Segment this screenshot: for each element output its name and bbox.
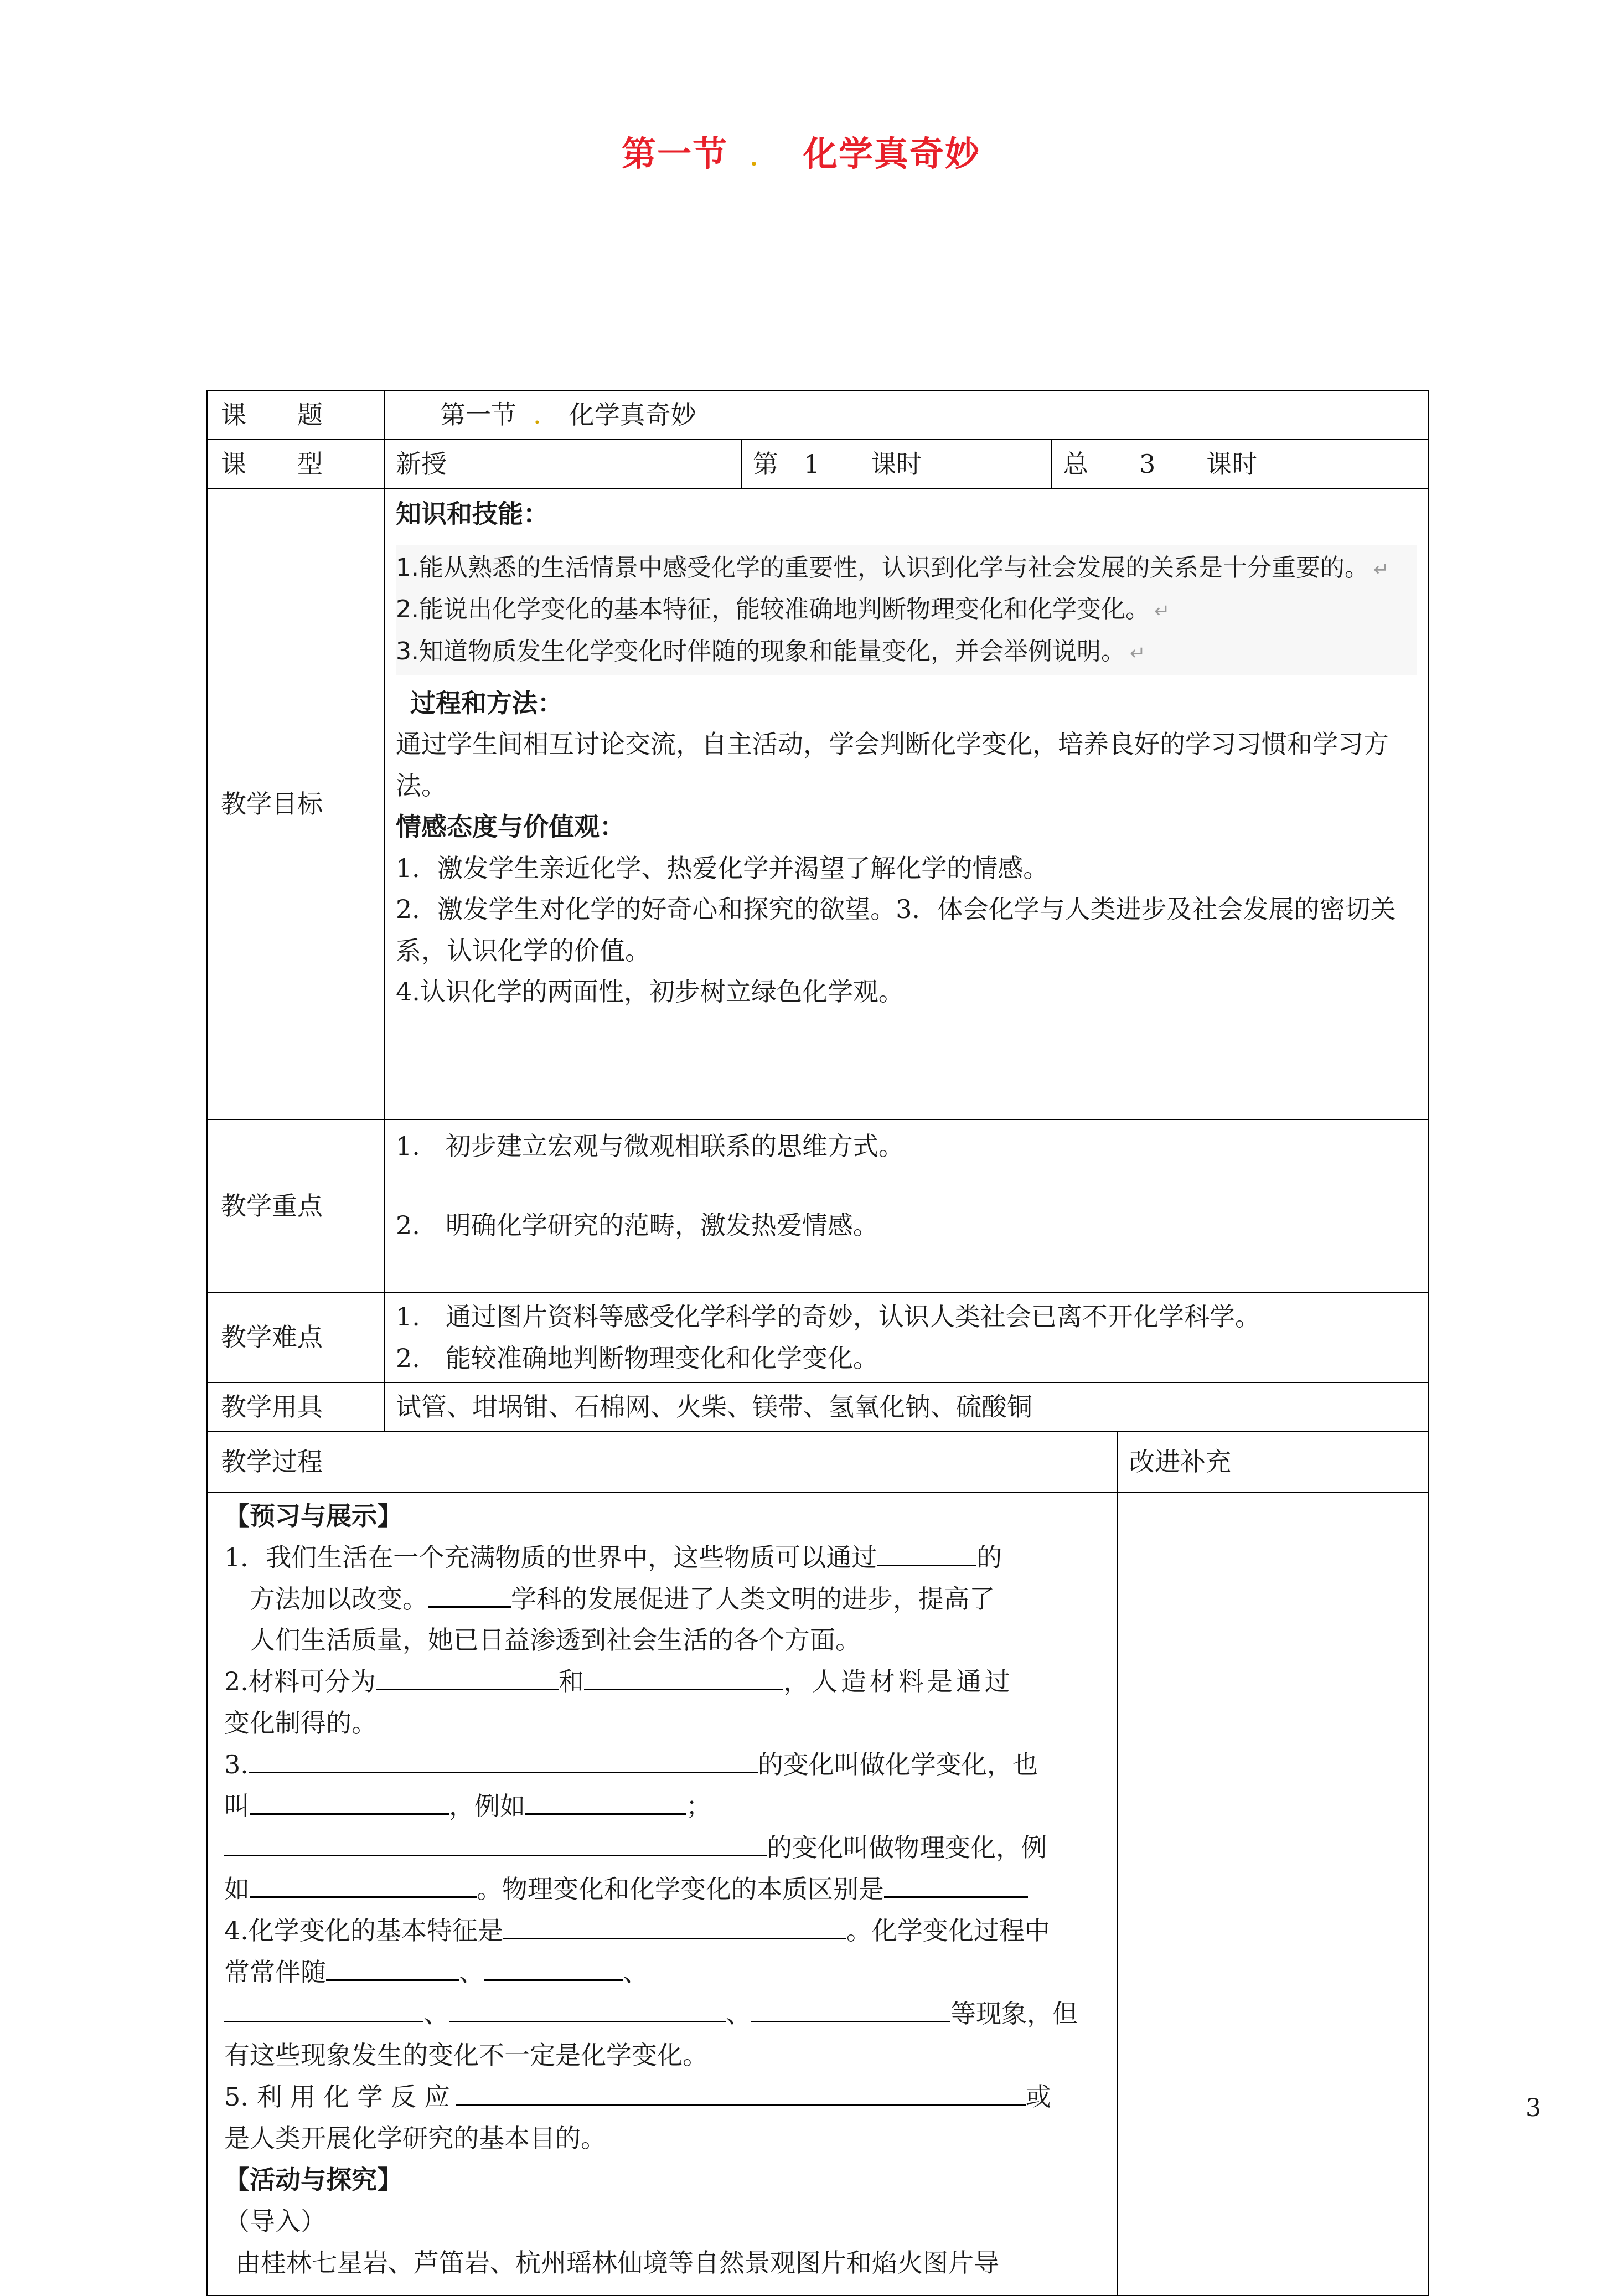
blank[interactable] <box>326 1954 459 1981</box>
tools-value: 试管、坩埚钳、石棉网、火柴、镁带、氢氧化钠、硫酸铜 <box>384 1382 1428 1432</box>
blank[interactable] <box>877 1539 976 1566</box>
attitude-item-3: 4.认识化学的两面性，初步树立绿色化学观。 <box>396 977 904 1007</box>
question-3-line4: 如 。物理变化和化学变化的本质区别是 <box>224 1869 1109 1910</box>
difficulty-1: 1. 通过图片资料等感受化学科学的奇妙，认识人类社会已离不开化学科学。 <box>396 1302 1260 1332</box>
question-4-line3: 、 、 等现象，但 <box>224 1993 1109 2035</box>
blank[interactable] <box>250 1871 477 1898</box>
knowledge-item-3: 3.知道物质发生化学变化时伴随的现象和能量变化，并会举例说明。 ↵ <box>396 637 1146 665</box>
key-points-label: 教学重点 <box>207 1119 384 1292</box>
title-dot: . <box>750 145 759 171</box>
preview-heading: 【预习与展示】 <box>224 1500 402 1531</box>
blank[interactable] <box>249 1746 758 1773</box>
return-mark: ↵ <box>1129 642 1146 664</box>
activity-heading: 【活动与探究】 <box>224 2165 402 2195</box>
topic-value-b: 化学真奇妙 <box>569 400 696 430</box>
blank[interactable] <box>525 1788 686 1815</box>
question-1-line2: 方法加以改变。 学科的发展促进了人类文明的进步，提高了 <box>224 1578 1109 1620</box>
question-4-line4: 有这些现象发生的变化不一定是化学变化。 <box>224 2040 708 2071</box>
blank[interactable] <box>449 1995 726 2022</box>
knowledge-block <box>396 545 1417 675</box>
blank[interactable] <box>224 1995 423 2022</box>
process-header-right: 改进补充 <box>1118 1432 1428 1493</box>
type-label: 课 型 <box>207 440 384 489</box>
type-period: 第 1 课时 <box>741 440 1051 489</box>
row-difficulties <box>207 1292 1428 1382</box>
blank[interactable] <box>376 1663 559 1690</box>
knowledge-item-1: 1.能从熟悉的生活情景中感受化学的重要性，认识到化学与社会发展的关系是十分重要的。 ↵ <box>396 553 1389 582</box>
process-content <box>207 1493 1118 2295</box>
blank[interactable] <box>456 2078 1026 2106</box>
intro-label: （导入） <box>224 2206 326 2237</box>
question-3-line3: 的变化叫做物理变化，例 <box>224 1827 1109 1869</box>
row-type <box>207 440 1428 489</box>
blank[interactable] <box>884 1871 1028 1898</box>
blank[interactable] <box>428 1581 511 1608</box>
difficulties-content <box>384 1292 1428 1382</box>
topic-label: 课 题 <box>207 390 384 440</box>
intro-text: 由桂林七星岩、芦笛岩、杭州瑶林仙境等自然景观图片和焰火图片导 <box>235 2248 999 2278</box>
blank[interactable] <box>503 1912 846 1939</box>
question-1-line3: 人们生活质量，她已日益渗透到社会生活的各个方面。 <box>250 1625 861 1655</box>
type-value: 新授 <box>384 440 741 489</box>
tools-label: 教学用具 <box>207 1382 384 1432</box>
process-notes-column <box>1118 1493 1428 2295</box>
return-mark: ↵ <box>1373 558 1389 581</box>
page-number: 3 <box>1526 2094 1541 2122</box>
goals-content <box>384 488 1428 1119</box>
blank[interactable] <box>751 1995 950 2022</box>
process-header-left: 教学过程 <box>207 1432 1118 1493</box>
row-key-points <box>207 1119 1428 1292</box>
blank[interactable] <box>584 1663 783 1690</box>
blank[interactable] <box>224 1829 767 1856</box>
key-point-2: 2. 明确化学研究的范畴，激发热爱情感。 <box>396 1210 878 1240</box>
difficulty-2: 2. 能较准确地判断物理变化和化学变化。 <box>396 1343 878 1373</box>
difficulties-label: 教学难点 <box>207 1292 384 1382</box>
question-4-line2: 常常伴随 、 、 <box>224 1952 1109 1993</box>
row-topic <box>207 390 1428 440</box>
attitude-item-2: 2．激发学生对化学的好奇心和探究的欲望。3．体会化学与人类进步及社会发展的密切关系，认识化学的价值。 <box>396 894 1396 966</box>
topic-value-a: 第一节 <box>440 400 516 430</box>
process-heading: 过程和方法： <box>410 688 563 718</box>
document-title <box>0 126 1602 176</box>
knowledge-item-2: 2.能说出化学变化的基本特征，能较准确地判断物理变化和化学变化。 ↵ <box>396 595 1170 624</box>
question-3: 3. 的变化叫做化学变化，也 <box>224 1744 1109 1786</box>
topic-value <box>384 390 1428 440</box>
knowledge-heading: 知识和技能： <box>396 499 549 529</box>
question-5: 5. 利 用 化 学 反 应 或 <box>224 2076 1109 2118</box>
title-part2: 化学真奇妙 <box>803 133 980 174</box>
question-1: 1．我们生活在一个充满物质的世界中，这些物质可以通过 的 <box>224 1537 1109 1578</box>
question-3-line2: 叫 ，例如 ； <box>224 1786 1109 1827</box>
type-total: 总 3 课时 <box>1051 440 1428 489</box>
lesson-plan-table <box>206 390 1429 2296</box>
goals-label: 教学目标 <box>207 488 384 1119</box>
blank[interactable] <box>250 1788 449 1815</box>
row-tools <box>207 1382 1428 1432</box>
question-5-line2: 是人类开展化学研究的基本目的。 <box>224 2123 606 2154</box>
return-mark: ↵ <box>1154 600 1170 623</box>
blank[interactable] <box>484 1954 623 1981</box>
row-goals <box>207 488 1428 1119</box>
question-2: 2.材料可分为 和 ，人造材料是通过 <box>224 1661 1109 1702</box>
attitude-heading: 情感态度与价值观： <box>396 812 625 842</box>
row-process-header <box>207 1432 1428 1493</box>
row-process <box>207 1493 1428 2295</box>
attitude-item-1: 1．激发学生亲近化学、热爱化学并渴望了解化学的情感。 <box>396 853 1049 883</box>
topic-dot: . <box>533 400 541 430</box>
key-points-content <box>384 1119 1428 1292</box>
title-part1: 第一节 <box>622 133 728 174</box>
key-point-1: 1. 初步建立宏观与微观相联系的思维方式。 <box>396 1131 904 1162</box>
question-4: 4.化学变化的基本特征是 。化学变化过程中 <box>224 1910 1109 1952</box>
question-2-line2: 变化制得的。 <box>224 1708 377 1738</box>
process-text: 通过学生间相互讨论交流，自主活动，学会判断化学变化，培养良好的学习习惯和学习方法。 <box>396 729 1389 801</box>
